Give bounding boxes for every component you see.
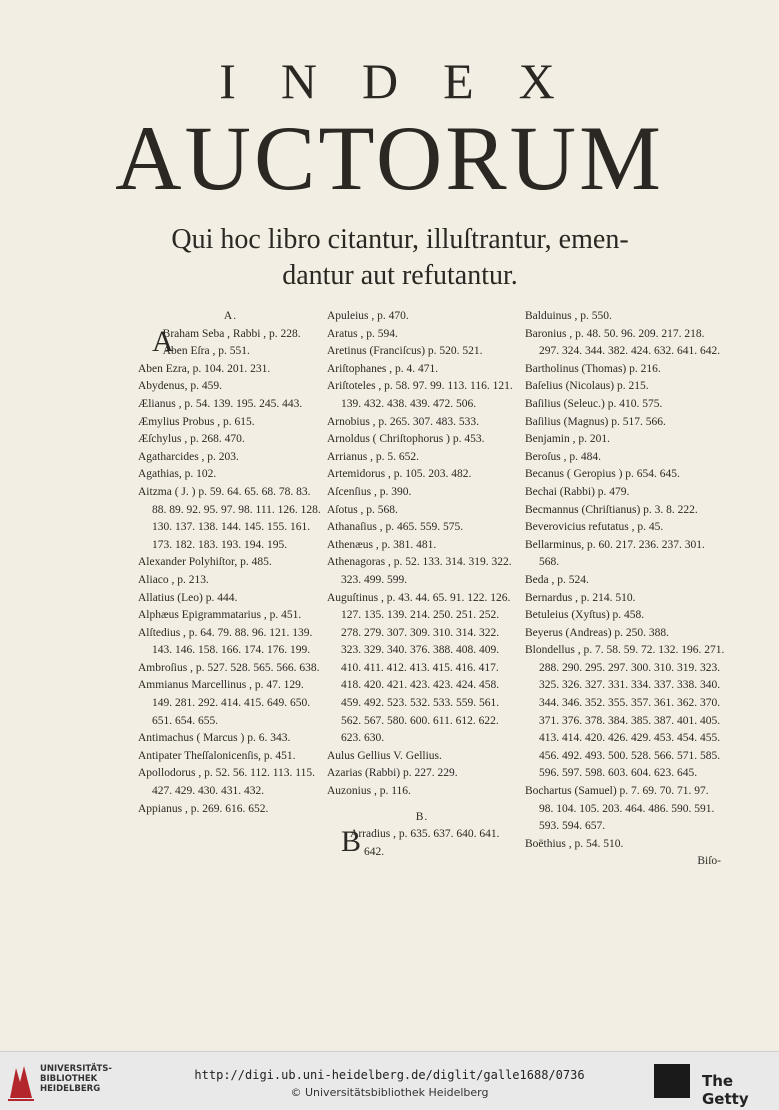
index-entry [525,502,725,520]
index-entry-text: Arnobius , p. 265. 307. 483. 533. [327,415,480,428]
index-entry-text: Baſilius (Magnus) p. 517. 566. [525,415,666,428]
index-entry [327,308,517,326]
index-entry-text: Aſcenſius , p. 390. [327,485,412,498]
index-entry-text: Ariſtophanes , p. 4. 471. [327,362,439,375]
index-entry [138,748,323,766]
index-entry-text: Æſchylus , p. 268. 470. [138,433,245,446]
index-entry-text: Arnoldus ( Chriſtophorus ) p. 453. [327,433,485,446]
index-entry-text: Bechai (Rabbi) p. 479. [525,485,630,498]
index-entry [138,414,323,432]
index-entry [525,572,725,590]
section-heading: A. [223,310,238,322]
index-entry-text: Betuleius (Xyſtus) p. 458. [525,609,645,622]
index-entry-text: Aratus , p. 594. [327,327,398,340]
index-entry [525,590,725,608]
index-entry [138,801,323,819]
index-entry [138,590,323,608]
index-entry-text: Aitzma ( J. ) p. 59. 64. 65. 68. 78. 83. 88. 89. 92. 95. 97. 98. 111. 126. 128. 130. 137. 138. 144. 145. 155. 161. 173. 182. 183. 193. 194. 195. [138,485,321,551]
index-entry [525,836,725,854]
page-title-auctorum: AUCTORUM [115,107,664,209]
index-column-2 [327,308,517,861]
index-entry-text: Bernardus , p. 214. 510. [525,591,636,604]
index-entry-text: Aulus Gellius V. Gellius. [327,749,442,762]
index-entry [327,765,517,783]
index-entry-text: Aliaco , p. 213. [138,573,209,586]
index-entry-text: Athenagoras , p. 52. 133. 314. 319. 322. 323. 499. 599. [327,556,512,586]
page-title-index: INDEX [219,53,600,109]
index-column-1 [138,308,323,818]
index-entry [327,519,517,537]
index-entry [138,554,323,572]
index-entry-text: Allatius (Leo) p. 444. [138,591,238,604]
subtitle-line-2: dantur aut refutantur. [282,260,518,291]
index-entry [138,765,323,800]
index-entry-text: Apuleius , p. 470. [327,310,409,322]
index-entry [138,431,323,449]
index-entry [327,449,517,467]
index-entry [525,783,725,836]
index-entry-text: Bochartus (Samuel) p. 7. 69. 70. 71. 97. 98. 104. 105. 203. 464. 486. 590. 591. 593. 594. 657. [525,785,715,833]
index-entry [327,326,517,344]
index-entry [327,748,517,766]
index-entry [525,308,725,326]
index-entry-text: Ariſtoteles , p. 58. 97. 99. 113. 116. 121. 139. 432. 438. 439. 472. 506. [327,380,513,410]
index-column-3 [525,308,725,871]
index-entry [138,625,323,660]
index-entry-text: Artemidorus , p. 105. 203. 482. [327,468,472,481]
index-entry-text: Beda , p. 524. [525,573,589,586]
section-heading: B. [415,810,429,823]
index-entry-text: Aretinus (Franciſcus) p. 520. 521. [327,345,483,358]
index-entry [327,502,517,520]
index-entry-text: Alphæus Epigrammatarius , p. 451. [138,609,302,622]
index-entry [327,554,517,589]
index-entry [525,607,725,625]
index-entry-text: Antimachus ( Marcus ) p. 6. 343. [138,732,291,745]
index-entry [327,466,517,484]
index-entry-text: Agathias, p. 102. [138,468,217,481]
drop-cap: B [341,825,362,859]
getty-logo-icon [654,1064,690,1098]
index-entry [138,361,323,379]
index-entry [525,414,725,432]
index-entry [525,484,725,502]
index-entry [138,466,323,484]
index-entry-text: Athenæus , p. 381. 481. [327,538,437,551]
index-entry [327,361,517,379]
index-entry-text: Azarias (Rabbi) p. 227. 229. [327,767,458,780]
index-entry-text: Beyerus (Andreas) p. 250. 388. [525,626,670,639]
index-entry-text: Ambroſius , p. 527. 528. 565. 566. 638. [138,661,320,674]
index-entry-text: Baſilius (Seleuc.) p. 410. 575. [525,397,663,410]
index-entry [525,449,725,467]
index-entry-text: Aſotus , p. 568. [327,503,398,516]
index-entry [138,572,323,590]
index-entry [525,378,725,396]
index-entry-text: Auzonius , p. 116. [327,785,411,798]
index-entry-text: Bellarminus, p. 60. 217. 236. 237. 301. 568. [525,538,705,569]
index-entry [327,378,517,413]
index-entry [525,625,725,643]
index-entry-text: Braham Seba , Rabbi , p. 228. [162,327,301,340]
index-entry-text: Athanaſius , p. 465. 559. 575. [327,521,464,534]
index-entry [525,466,725,484]
index-entry-text: Blondellus , p. 7. 58. 59. 72. 132. 196. 271. 288. 290. 295. 297. 300. 310. 319. 323. 325. 326. 327. 331. 334. 337. 338. 340. 344. 346. 352. 355. 357. 361. 362. 370. 371. 376. 378. 384. 385. 387. 401. 405. 413. 414. 420. 426. 429. 453. 454. 455. 456. 492. 493. 500. 528. 566. 571. 585. 596. 597. 598. 603. 604. 623. 645. [525,644,725,780]
index-entry [525,431,725,449]
index-entry [525,326,725,361]
index-entry [327,414,517,432]
index-entry [525,537,725,572]
index-entry-text: Bartholinus (Thomas) p. 216. [525,362,661,375]
index-entry [327,484,517,502]
index-entry-text: Ælianus , p. 54. 139. 195. 245. 443. [138,397,303,410]
index-entry [138,660,323,678]
subtitle-line-1: Qui hoc libro citantur, illuſtrantur, emen- [171,224,629,255]
index-entry [327,343,517,361]
index-entry [138,343,323,361]
index-entry [327,826,517,861]
index-entry-text: Aben Ezra, p. 104. 201. 231. [138,362,271,375]
permalink-url[interactable]: http://digi.ub.uni-heidelberg.de/diglit/galle1688/0736 [194,1068,585,1082]
page-subtitle [110,222,690,294]
index-entry [138,484,323,554]
index-entry-text: Balduinus , p. 550. [525,310,612,322]
index-entry-text: Agatharcides , p. 203. [138,450,239,463]
index-entry-text: Auguſtinus , p. 43. 44. 65. 91. 122. 126. 127. 135. 139. 214. 250. 251. 252. 278. 279. 307. 309. 310. 314. 322. 323. 329. 340. 376. 388. 408. 409. 410. 411. 412. 413. 415. 416. 417. 418. 420. 421. 423. 423. 424. 458. 459. 492. 523. 532. 533. 559. 561. 562. 567. 580. 600. 611. 612. 622. 623. 630. [327,591,511,745]
index-entry-text: Becanus ( Geropius ) p. 654. 645. [525,468,680,481]
index-entry [525,519,725,537]
index-entry-text: Alſtedius , p. 64. 79. 88. 96. 121. 139. 143. 146. 158. 166. 174. 176. 199. [138,626,313,657]
index-entry [525,642,725,783]
getty-partner-label: The Getty [702,1072,749,1108]
catchword: Biſo- [697,855,721,868]
index-entry [327,783,517,801]
index-entry-text: Antipater Theſſalonicenſis, p. 451. [138,749,296,762]
copyright-notice: © Universitätsbibliothek Heidelberg [290,1086,489,1099]
viewer-footer [0,1051,779,1110]
index-entry-text: Appianus , p. 269. 616. 652. [138,802,269,815]
index-entry-text: Abydenus, p. 459. [138,380,223,393]
index-entry [327,537,517,555]
index-entry-text: Arradius , p. 635. 637. 640. 641. 642. [350,828,500,858]
index-entry-text: Boëthius , p. 54. 510. [525,837,624,850]
drop-cap: A [152,324,174,358]
index-entry-text: Æmylius Probus , p. 615. [138,415,255,428]
index-entry [138,396,323,414]
index-entry [138,378,323,396]
index-entry [138,730,323,748]
index-entry-text: Becmannus (Chriſtianus) p. 3. 8. 222. [525,503,698,516]
index-entry-text: Baſelius (Nicolaus) p. 215. [525,380,649,393]
index-entry [525,396,725,414]
index-entry-text: Beverovicius refutatus , p. 45. [525,521,664,534]
index-entry-text: Arrianus , p. 5. 652. [327,450,419,463]
index-entry [327,431,517,449]
index-entry-text: Benjamin , p. 201. [525,433,610,446]
index-entry [525,361,725,379]
index-entry-text: Ammianus Marcellinus , p. 47. 129. 149. 281. 292. 414. 415. 649. 650. 651. 654. 655. [138,679,311,727]
index-entry-text: Apollodorus , p. 52. 56. 112. 113. 115. 427. 429. 430. 431. 432. [138,767,315,798]
library-name: UNIVERSITÄTS- BIBLIOTHEK HEIDELBERG [40,1064,112,1094]
index-entry-text: Aben Eſra , p. 551. [162,345,250,358]
index-entry [138,677,323,730]
index-entry [138,607,323,625]
index-entry-text: Alexander Polyhiſtor, p. 485. [138,556,272,569]
index-entry-text: Baronius , p. 48. 50. 96. 209. 217. 218. 297. 324. 344. 382. 424. 632. 641. 642. [525,327,721,358]
index-entry-text: Beroſus , p. 484. [525,450,602,463]
index-entry [327,590,517,748]
index-entry [138,449,323,467]
